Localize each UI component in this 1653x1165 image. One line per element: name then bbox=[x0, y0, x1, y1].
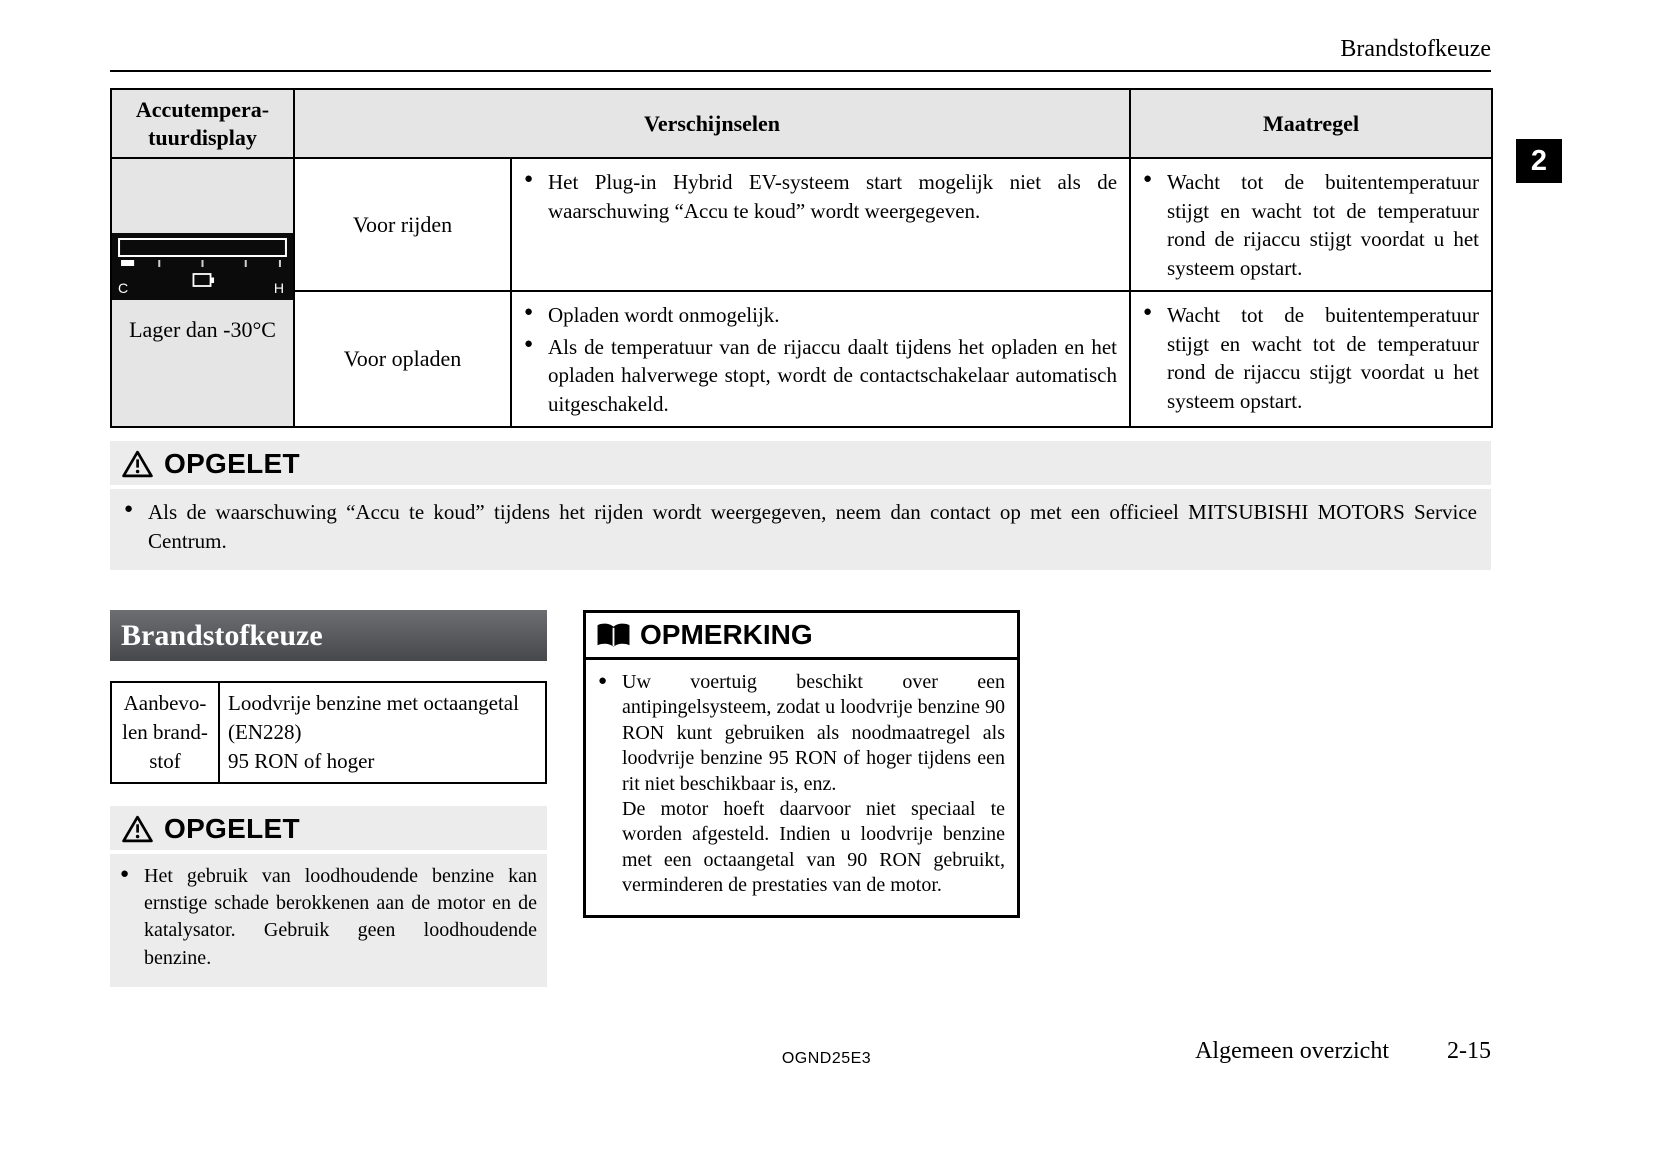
gauge-c-label: C bbox=[118, 280, 129, 296]
bullet-icon bbox=[524, 168, 548, 225]
list-item bbox=[524, 168, 1117, 225]
note-text-paragraph: Uw voertuig beschikt over een antipingelsysteem, zodat u loodvrije benzine 90 RON kunt gebruiken als noodmaatregel als loodvrije benzine 95 RON of hoger tijdens een rit niet beschikbaar is, enz. bbox=[622, 671, 1005, 795]
fuel-table bbox=[110, 681, 547, 784]
caution-title: OPGELET bbox=[164, 813, 300, 844]
bullet-icon bbox=[124, 498, 148, 555]
note-text-paragraph: De motor hoeft daarvoor niet speciaal te worden afgesteld. Indien u loodvrije benzine met een octaangetal van 90 RON gebruikt, verminderen de prestaties van de motor. bbox=[622, 797, 1005, 897]
footer-code: OGND25E3 bbox=[781, 1050, 872, 1067]
measure-cell bbox=[1130, 158, 1492, 291]
fuel-value-line: Loodvrije benzine met octaangetal (EN228) bbox=[228, 691, 519, 744]
warning-icon bbox=[122, 450, 153, 478]
footer-page-number: 2-15 bbox=[1447, 1038, 1491, 1064]
warning-icon bbox=[122, 815, 153, 843]
footer-right bbox=[1195, 1038, 1491, 1065]
table-header-display bbox=[111, 89, 294, 158]
bullet-icon bbox=[120, 863, 144, 972]
bullet-icon bbox=[1143, 301, 1167, 415]
battery-temperature-display bbox=[112, 233, 293, 300]
caution-body bbox=[110, 850, 547, 987]
fuel-label-cell bbox=[111, 682, 219, 783]
measure-text: Wacht tot de buitentemperatuur stijgt en wacht tot de temperatuur rond de rijaccu stijgt voordat u het systeem opstart. bbox=[1167, 170, 1480, 280]
table-header-row bbox=[111, 89, 1492, 158]
measure-text: Wacht tot de buitentemperatuur stijgt en wacht tot de temperatuur rond de rijaccu stijgt voordat u het systeem opstart. bbox=[1167, 303, 1480, 413]
note-title: OPMERKING bbox=[640, 619, 813, 650]
bullet-icon bbox=[598, 670, 622, 899]
symptom-text: Als de temperatuur van de rijaccu daalt tijdens het opladen en het opladen halverwege stopt, wordt de contactschakelaar automatisch uitgeschakeld. bbox=[548, 334, 1118, 416]
table-row bbox=[111, 158, 1492, 291]
fuel-label-line: stof bbox=[149, 748, 181, 773]
list-item bbox=[120, 863, 537, 972]
list-item bbox=[124, 498, 1477, 555]
fuel-value-line: 95 RON of hoger bbox=[228, 748, 375, 773]
symptom-cell bbox=[511, 158, 1130, 291]
table-row bbox=[111, 291, 1492, 427]
bullet-icon bbox=[524, 333, 548, 419]
note-text bbox=[622, 670, 1005, 899]
caution-header bbox=[110, 806, 547, 850]
fuel-label-line: len brand- bbox=[122, 719, 208, 744]
fuel-value-cell bbox=[219, 682, 546, 783]
list-item bbox=[598, 670, 1005, 899]
page-header-title: Brandstofkeuze bbox=[1340, 36, 1491, 62]
display-cell bbox=[111, 158, 294, 427]
note-box bbox=[583, 610, 1020, 918]
bullet-icon bbox=[1143, 168, 1167, 282]
table-header-display-line2: tuurdisplay bbox=[148, 124, 257, 150]
symptom-text: Opladen wordt onmogelijk. bbox=[548, 303, 780, 328]
symptom-text: Het Plug-in Hybrid EV-systeem start mogelijk niet als de waarschuwing “Accu te koud” wordt weergegeven. bbox=[548, 170, 1118, 223]
caution-body bbox=[110, 485, 1491, 570]
table-header-display-line1: Accutempera- bbox=[135, 97, 270, 122]
list-item bbox=[524, 301, 1117, 330]
chapter-tab: 2 bbox=[1516, 139, 1562, 183]
caution-box-battery bbox=[110, 441, 1491, 570]
table-header-measure: Maatregel bbox=[1130, 89, 1492, 158]
list-item bbox=[524, 333, 1117, 419]
table-header-symptoms: Verschijnselen bbox=[294, 89, 1130, 158]
bullet-icon bbox=[524, 301, 548, 330]
section-title: Brandstofkeuze bbox=[121, 618, 323, 652]
caution-text: Het gebruik van loodhoudende benzine kan ernstige schade berokkenen aan de motor en de katalysator. Gebruik geen loodhoudende benzine. bbox=[144, 865, 537, 969]
footer-section-label: Algemeen overzicht bbox=[1195, 1038, 1389, 1064]
note-header bbox=[586, 613, 1017, 660]
table-row bbox=[111, 682, 546, 783]
display-caption: Lager dan -30°C bbox=[129, 317, 276, 342]
note-body bbox=[586, 660, 1017, 915]
condition-cell: Voor opladen bbox=[294, 291, 511, 427]
battery-temperature-table bbox=[110, 88, 1493, 428]
section-title-bar bbox=[110, 610, 547, 661]
book-icon bbox=[596, 622, 631, 649]
list-item bbox=[1143, 301, 1479, 415]
measure-cell bbox=[1130, 291, 1492, 427]
caution-box-fuel bbox=[110, 806, 547, 987]
condition-cell: Voor rijden bbox=[294, 158, 511, 291]
caution-header bbox=[110, 441, 1491, 485]
caution-text: Als de waarschuwing “Accu te koud” tijdens het rijden wordt weergegeven, neem dan contact op met een officieel MITSUBISHI MOTORS Service Centrum. bbox=[148, 500, 1477, 553]
caution-title: OPGELET bbox=[164, 448, 300, 479]
gauge-h-label: H bbox=[273, 280, 285, 296]
list-item bbox=[1143, 168, 1479, 282]
symptom-cell bbox=[511, 291, 1130, 427]
fuel-label-line: Aanbevo- bbox=[123, 691, 207, 715]
header-rule bbox=[110, 70, 1491, 72]
display-wrap bbox=[112, 159, 293, 343]
